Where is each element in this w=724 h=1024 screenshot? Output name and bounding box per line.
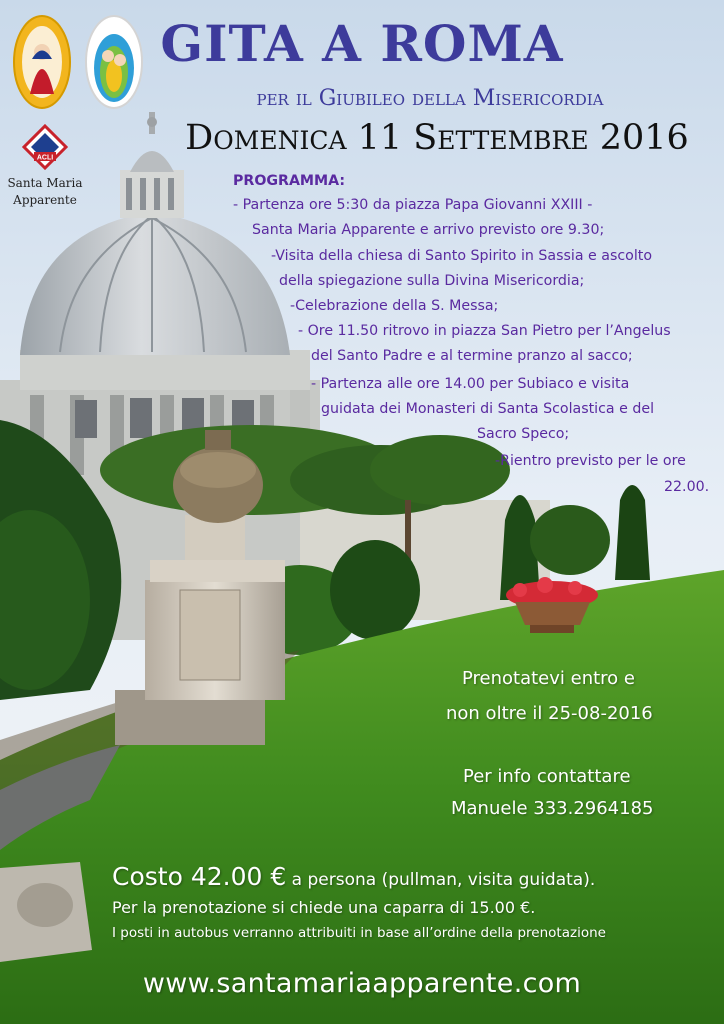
program-heading: PROGRAMMA: <box>233 173 346 189</box>
cost-line <box>112 862 595 891</box>
stone-carving <box>0 862 92 962</box>
poster-title: GITA A ROMA <box>160 14 564 73</box>
seats-note: I posti in autobus verranno attribuiti in base all’ordine della prenotazione <box>112 925 606 941</box>
parish-label-line1: Santa Maria <box>7 176 83 190</box>
program-line: Sacro Speco; <box>477 426 570 442</box>
program-line: del Santo Padre e al termine pranzo al sacco; <box>311 348 633 364</box>
info-contact-line1: Per info contattare <box>463 766 631 787</box>
program-line: della spiegazione sulla Divina Misericordia; <box>279 273 585 289</box>
program-line: guidata dei Monasteri di Santa Scolastica e del <box>321 401 655 417</box>
program-line: -Celebrazione della S. Messa; <box>290 298 499 314</box>
booking-deadline-line1: Prenotatevi entro e <box>462 668 635 689</box>
deposit-note: Per la prenotazione si chiede una caparra di 15.00 €. <box>112 898 536 917</box>
program-line: - Partenza alle ore 14.00 per Subiaco e visita <box>311 376 630 392</box>
program-line: -Rientro previsto per le ore <box>495 453 686 469</box>
program-line: - Partenza ore 5:30 da piazza Papa Giovanni XXIII - <box>233 197 593 213</box>
event-date: Domenica 11 Settembre 2016 <box>185 118 689 158</box>
acli-badge-text: ACLI <box>36 154 54 162</box>
program-line: Santa Maria Apparente e arrivo previsto ore 9.30; <box>252 222 605 238</box>
parish-label-line2: Apparente <box>13 193 77 207</box>
website-link[interactable]: www.santamariaapparente.com <box>142 968 582 999</box>
booking-deadline-line2: non oltre il 25-08-2016 <box>446 703 653 724</box>
program-line: 22.00. <box>664 479 710 495</box>
poster-subtitle: per il Giubileo della Misericordia <box>256 86 604 111</box>
cost-details: a persona (pullman, visita guidata). <box>286 870 596 890</box>
program-line: -Visita della chiesa di Santo Spirito in Sassia e ascolto <box>271 248 653 264</box>
program-line: - Ore 11.50 ritrovo in piazza San Pietro per l’Angelus <box>298 323 671 339</box>
acli-logo <box>0 120 90 215</box>
info-contact-line2: Manuele 333.2964185 <box>451 798 654 819</box>
cost-amount: Costo 42.00 € <box>112 862 287 891</box>
